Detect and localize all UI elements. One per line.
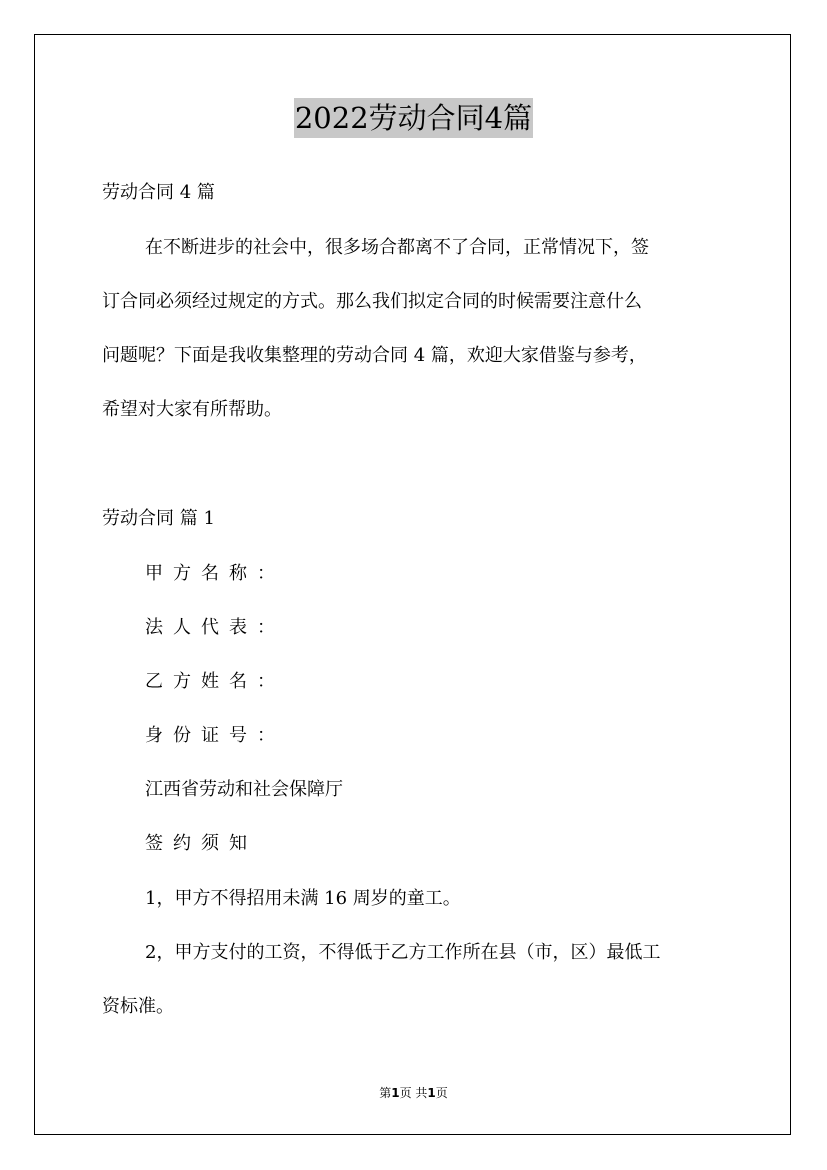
footer-prefix: 第 xyxy=(379,1086,392,1100)
document-subtitle: 劳动合同 4 篇 xyxy=(102,182,215,203)
footer-total-pages: 1 xyxy=(427,1086,436,1100)
intro-line-2: 订合同必须经过规定的方式。那么我们拟定合同的时候需要注意什么 xyxy=(102,291,642,312)
clause-2-line-2: 资标准。 xyxy=(102,996,174,1017)
clause-2-line-1: 2，甲方支付的工资，不得低于乙方工作所在县（市，区）最低工 xyxy=(145,942,661,963)
notice-title: 签约须知 xyxy=(145,833,257,854)
id-number-field: 身份证号： xyxy=(145,725,285,746)
document-title: 2022劳动合同4篇 xyxy=(294,98,533,138)
party-a-name-field: 甲方名称： xyxy=(145,563,285,584)
page-footer xyxy=(0,1084,827,1101)
party-b-name-field: 乙方姓名： xyxy=(145,671,285,692)
intro-line-1: 在不断进步的社会中，很多场合都离不了合同，正常情况下，签 xyxy=(145,237,649,258)
footer-page-number: 1 xyxy=(391,1086,400,1100)
intro-line-4: 希望对大家有所帮助。 xyxy=(102,399,282,420)
issuer-text: 江西省劳动和社会保障厅 xyxy=(145,779,343,800)
intro-line-3: 问题呢？下面是我收集整理的劳动合同 4 篇，欢迎大家借鉴与参考， xyxy=(102,345,647,366)
title-wrap xyxy=(0,98,827,138)
footer-mid: 页 共 xyxy=(399,1086,428,1100)
footer-suffix: 页 xyxy=(435,1086,448,1100)
legal-rep-field: 法人代表： xyxy=(145,617,285,638)
clause-1: 1，甲方不得招用未满 16 周岁的童工。 xyxy=(145,888,461,909)
section-heading: 劳动合同 篇 1 xyxy=(102,508,215,529)
